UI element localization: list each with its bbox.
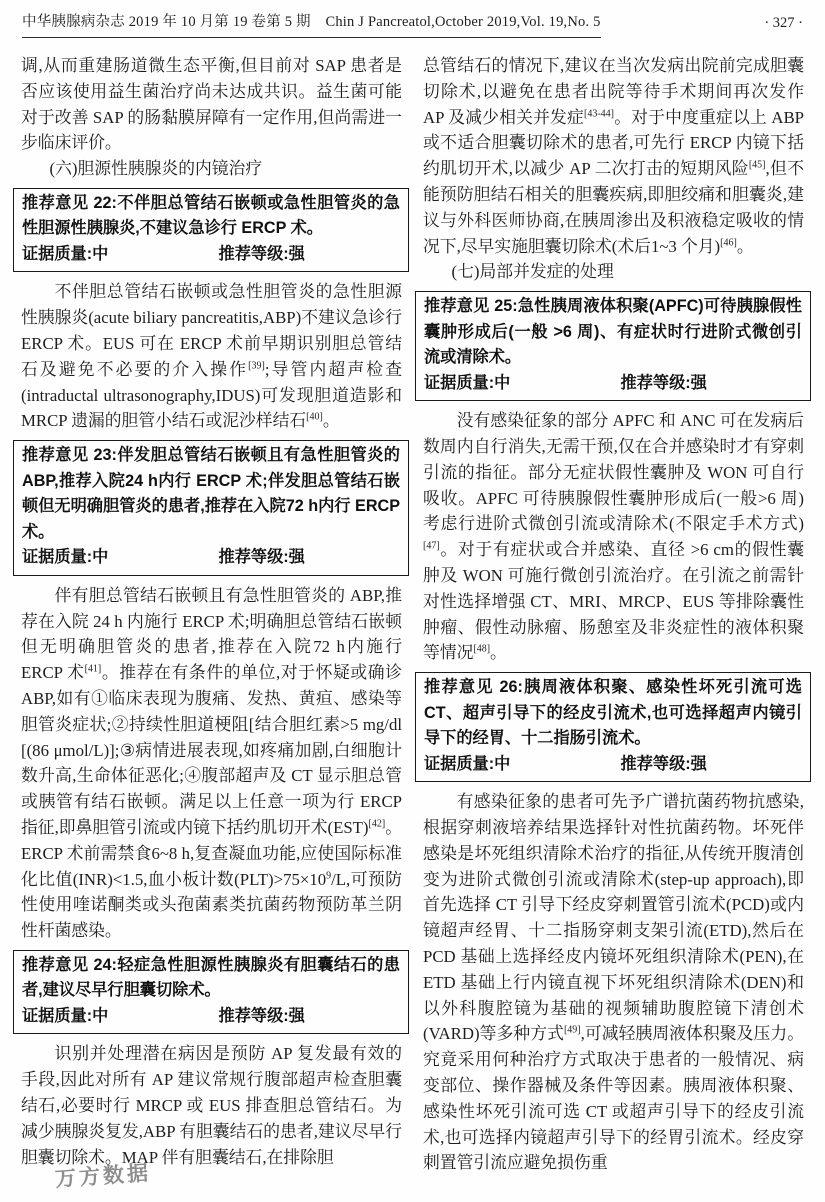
evidence-quality-label: 证据质量:中 [22,1006,109,1025]
paragraph-probiotics-continuation: 调,从而重建肠道微生态平衡,但目前对 SAP 患者是否应该使用益生菌治疗尚未达成共识。益生菌可能对于改善 SAP 的肠黏膜屏障有一定作用,但尚需进一步临床评价。 [21,56,402,153]
recommendation-25-text: 推荐意见 25:急性胰周液体积聚(APFC)可待胰腺假性囊肿形成后(一般 >6 周)、有症状时行进阶式微创引流或清除术。 [424,297,802,367]
recommendation-22-text: 推荐意见 22:不伴胆总管结石嵌顿或急性胆管炎的急性胆源性胰腺炎,不建议急诊行 ERCP 术。 [22,193,400,238]
recommendation-grade-label: 推荐等级:强 [620,373,707,392]
paragraph-apfc-management: 没有感染征象的部分 APFC 和 ANC 可在发病后数周内自行消失,无需干预,仅在合并感染时才有穿刺引流的指征。部分无症状假性囊肿及 WON 可自行吸收。APFC 可待胰腺假性囊肿形成后(一般>6 周)考虑行进阶式微创引流或清除术(不限定手术方式)[47]。对于有症状或合并感染、直径 >6 cm的假性囊肿及 WON 可施行微创引流治疗。在引流之前需针对性选择增强 CT、MRI、MRCP、EUS 等排除囊性肿瘤、假性动脉瘤、肠憩室及非炎症性的液体积聚等情况[48]。 [423,411,804,663]
left-column [21,53,402,1176]
recommendation-25-meta [424,371,802,397]
section-heading-six: (六)胆源性胰腺炎的内镜治疗 [49,159,263,179]
journal-title: 中华胰腺病杂志 2019 年 10 月第 19 卷第 5 期 Chin J Pancreatol,October 2019,Vol. 19,No. 5 [22,12,601,38]
reference-superscript: 9 [326,869,332,881]
reference-superscript: [42] [368,818,386,830]
reference-superscript: [48] [473,643,491,655]
recommendation-grade-label: 推荐等级:强 [218,548,305,567]
evidence-quality-label: 证据质量:中 [424,754,511,773]
article-columns [0,38,825,1176]
recommendation-24-text: 推荐意见 24:轻症急性胆源性胰腺炎有胆囊结石的患者,建议尽早行胆囊切除术。 [22,955,400,1000]
reference-superscript: [43-44] [584,108,615,119]
recommendation-23-text: 推荐意见 23:伴发胆总管结石嵌顿且有急性胆管炎的 ABP,推荐入院24 h内行 ERCP 术;伴发胆总管结石嵌顿但无明确胆管炎的患者,推荐在入院72 h内行 ERCP 术。 [22,446,400,541]
reference-superscript: [41] [84,663,102,675]
recommendation-26-meta [424,752,802,778]
evidence-quality-label: 证据质量:中 [22,244,109,263]
reference-superscript: [46] [720,236,737,248]
recommendation-grade-label: 推荐等级:强 [218,1006,305,1025]
recommendation-22-meta [22,242,400,268]
recommendation-grade-label: 推荐等级:强 [218,244,305,263]
evidence-quality-label: 证据质量:中 [22,548,109,567]
reference-superscript: [47] [423,540,440,552]
reference-superscript: [39] [248,360,265,372]
reference-superscript: [45] [748,159,766,171]
recommendation-24-meta [22,1004,400,1030]
page-number: · 327 · [764,15,803,31]
recommendation-box-23 [13,440,409,576]
reference-superscript: [49] [563,1024,581,1036]
recommendation-box-25 [415,291,811,401]
recommendation-23-meta [22,545,400,571]
section-heading-seven: (七)局部并发症的处理 [451,262,614,282]
page-header [0,0,825,38]
recommendation-box-22 [13,188,409,273]
paragraph-abp-ercp: 不伴胆总管结石嵌顿或急性胆管炎的急性胆源性胰腺炎(acute biliary pancreatitis,ABP)不建议急诊行 ERCP 术。EUS 可在 ERCP 术前早期识别胆总管结石及避免不必要的介入操作[39];导管内超声检查(intraductal ultrasonography,IDUS)可发现胆道造影和 MRCP 遗漏的胆管小结石或泥沙样结石[40]。 [21,282,402,431]
reference-superscript: [40] [306,411,323,423]
paragraph-cholecystectomy-continuation: 总管结石的情况下,建议在当次发病出院前完成胆囊切除术,以避免在患者出院等待手术期间再次发作 AP 及减少相关并发症[43-44]。对于中度重症以上 ABP 或不适合胆囊切除术的患者,可先行 ERCP 内镜下括约肌切开术,以减少 AP 二次打击的短期风险[45],但不能预防胆结石相关的胆囊疾病,即胆绞痛和胆囊炎,建议与外科医师协商,在胰周渗出及积液稳定吸收的情况下,尽早实施胆囊切除术(术后1~3 个月)[46]。 [423,56,805,256]
wanfang-watermark: 万方数据 [54,1161,152,1192]
recommendation-26-text: 推荐意见 26:胰周液体积聚、感染性坏死引流可选 CT、超声引导下的经皮引流术,也可选择超声内镜引导下的经胃、十二指肠引流术。 [424,678,802,748]
right-column [423,53,804,1176]
recommendation-box-26 [415,672,811,782]
recommendation-box-24 [13,950,409,1035]
paragraph-infected-necrosis: 有感染征象的患者可先予广谱抗菌药物抗感染,根据穿刺液培养结果选择针对性抗菌药物。坏死伴感染是坏死组织清除术治疗的指征,从传统开腹清创变为进阶式微创引流或清除术(step-up approach),即首先选择 CT 引导下经皮穿刺置管引流术(PCD)或内镜超声经胃、十二指肠穿刺支架引流(ETD),然后在 PCD 基础上选择经皮内镜坏死组织清除术(PEN),在 ETD 基础上行内镜直视下坏死组织清除术(DEN)和以外科腹腔镜为基础的视频辅助腹腔镜下清创术(VARD)等多种方式[49],可减轻胰周液体积聚及压力。究竟采用何种治疗方式取决于患者的一般情况、病变部位、操作器械及条件等因素。胰周液体积聚、感染性坏死引流可选 CT 或超声引导下的经皮引流术,也可选择内镜超声引导下的经胃引流术。经皮穿刺置管引流应避免损伤重 [423,792,805,1173]
paragraph-ercp-indications: 伴有胆总管结石嵌顿且有急性胆管炎的 ABP,推荐在入院 24 h 内施行 ERCP 术;明确胆总管结石嵌顿但无明确胆管炎的患者,推荐在入院72 h内施行 ERCP 术[41]。推荐在有条件的单位,对于怀疑或确诊 ABP,如有①临床表现为腹痛、发热、黄疸、感染等胆管炎症状;②持续性胆道梗阻[结合胆红素>5 mg/dl [(86 μmol/L)];③病情进展表现,如疼痛加剧,白细胞计数升高,生命体征恶化;④腹部超声及 CT 显示胆总管或胰管有结石嵌顿。满足以上任意一项为行 ERCP 指征,即鼻胆管引流或内镜下括约肌切开术(EST)[42]。ERCP 术前需禁食6~8 h,复查凝血功能,应使国际标准化比值(INR)<1.5,血小板计数$(PLT)>75\times 10^9/L$,可预防性使用喹诺酮类或头孢菌素类抗菌药物预防革兰阴性杆菌感染。 [21,585,402,941]
recommendation-grade-label: 推荐等级:强 [620,754,707,773]
paragraph-recurrence-prevention: 识别并处理潜在病因是预防 AP 复发最有效的手段,因此对所有 AP 建议常规行腹部超声检查胆囊结石,必要时行 MRCP 或 EUS 排查胆总管结石。为减少胰腺炎复发,ABP 有胆囊结石的患者,建议尽早行胆囊切除术。MAP 伴有胆囊结石,在排除胆 [21,1044,402,1167]
evidence-quality-label: 证据质量:中 [424,373,511,392]
